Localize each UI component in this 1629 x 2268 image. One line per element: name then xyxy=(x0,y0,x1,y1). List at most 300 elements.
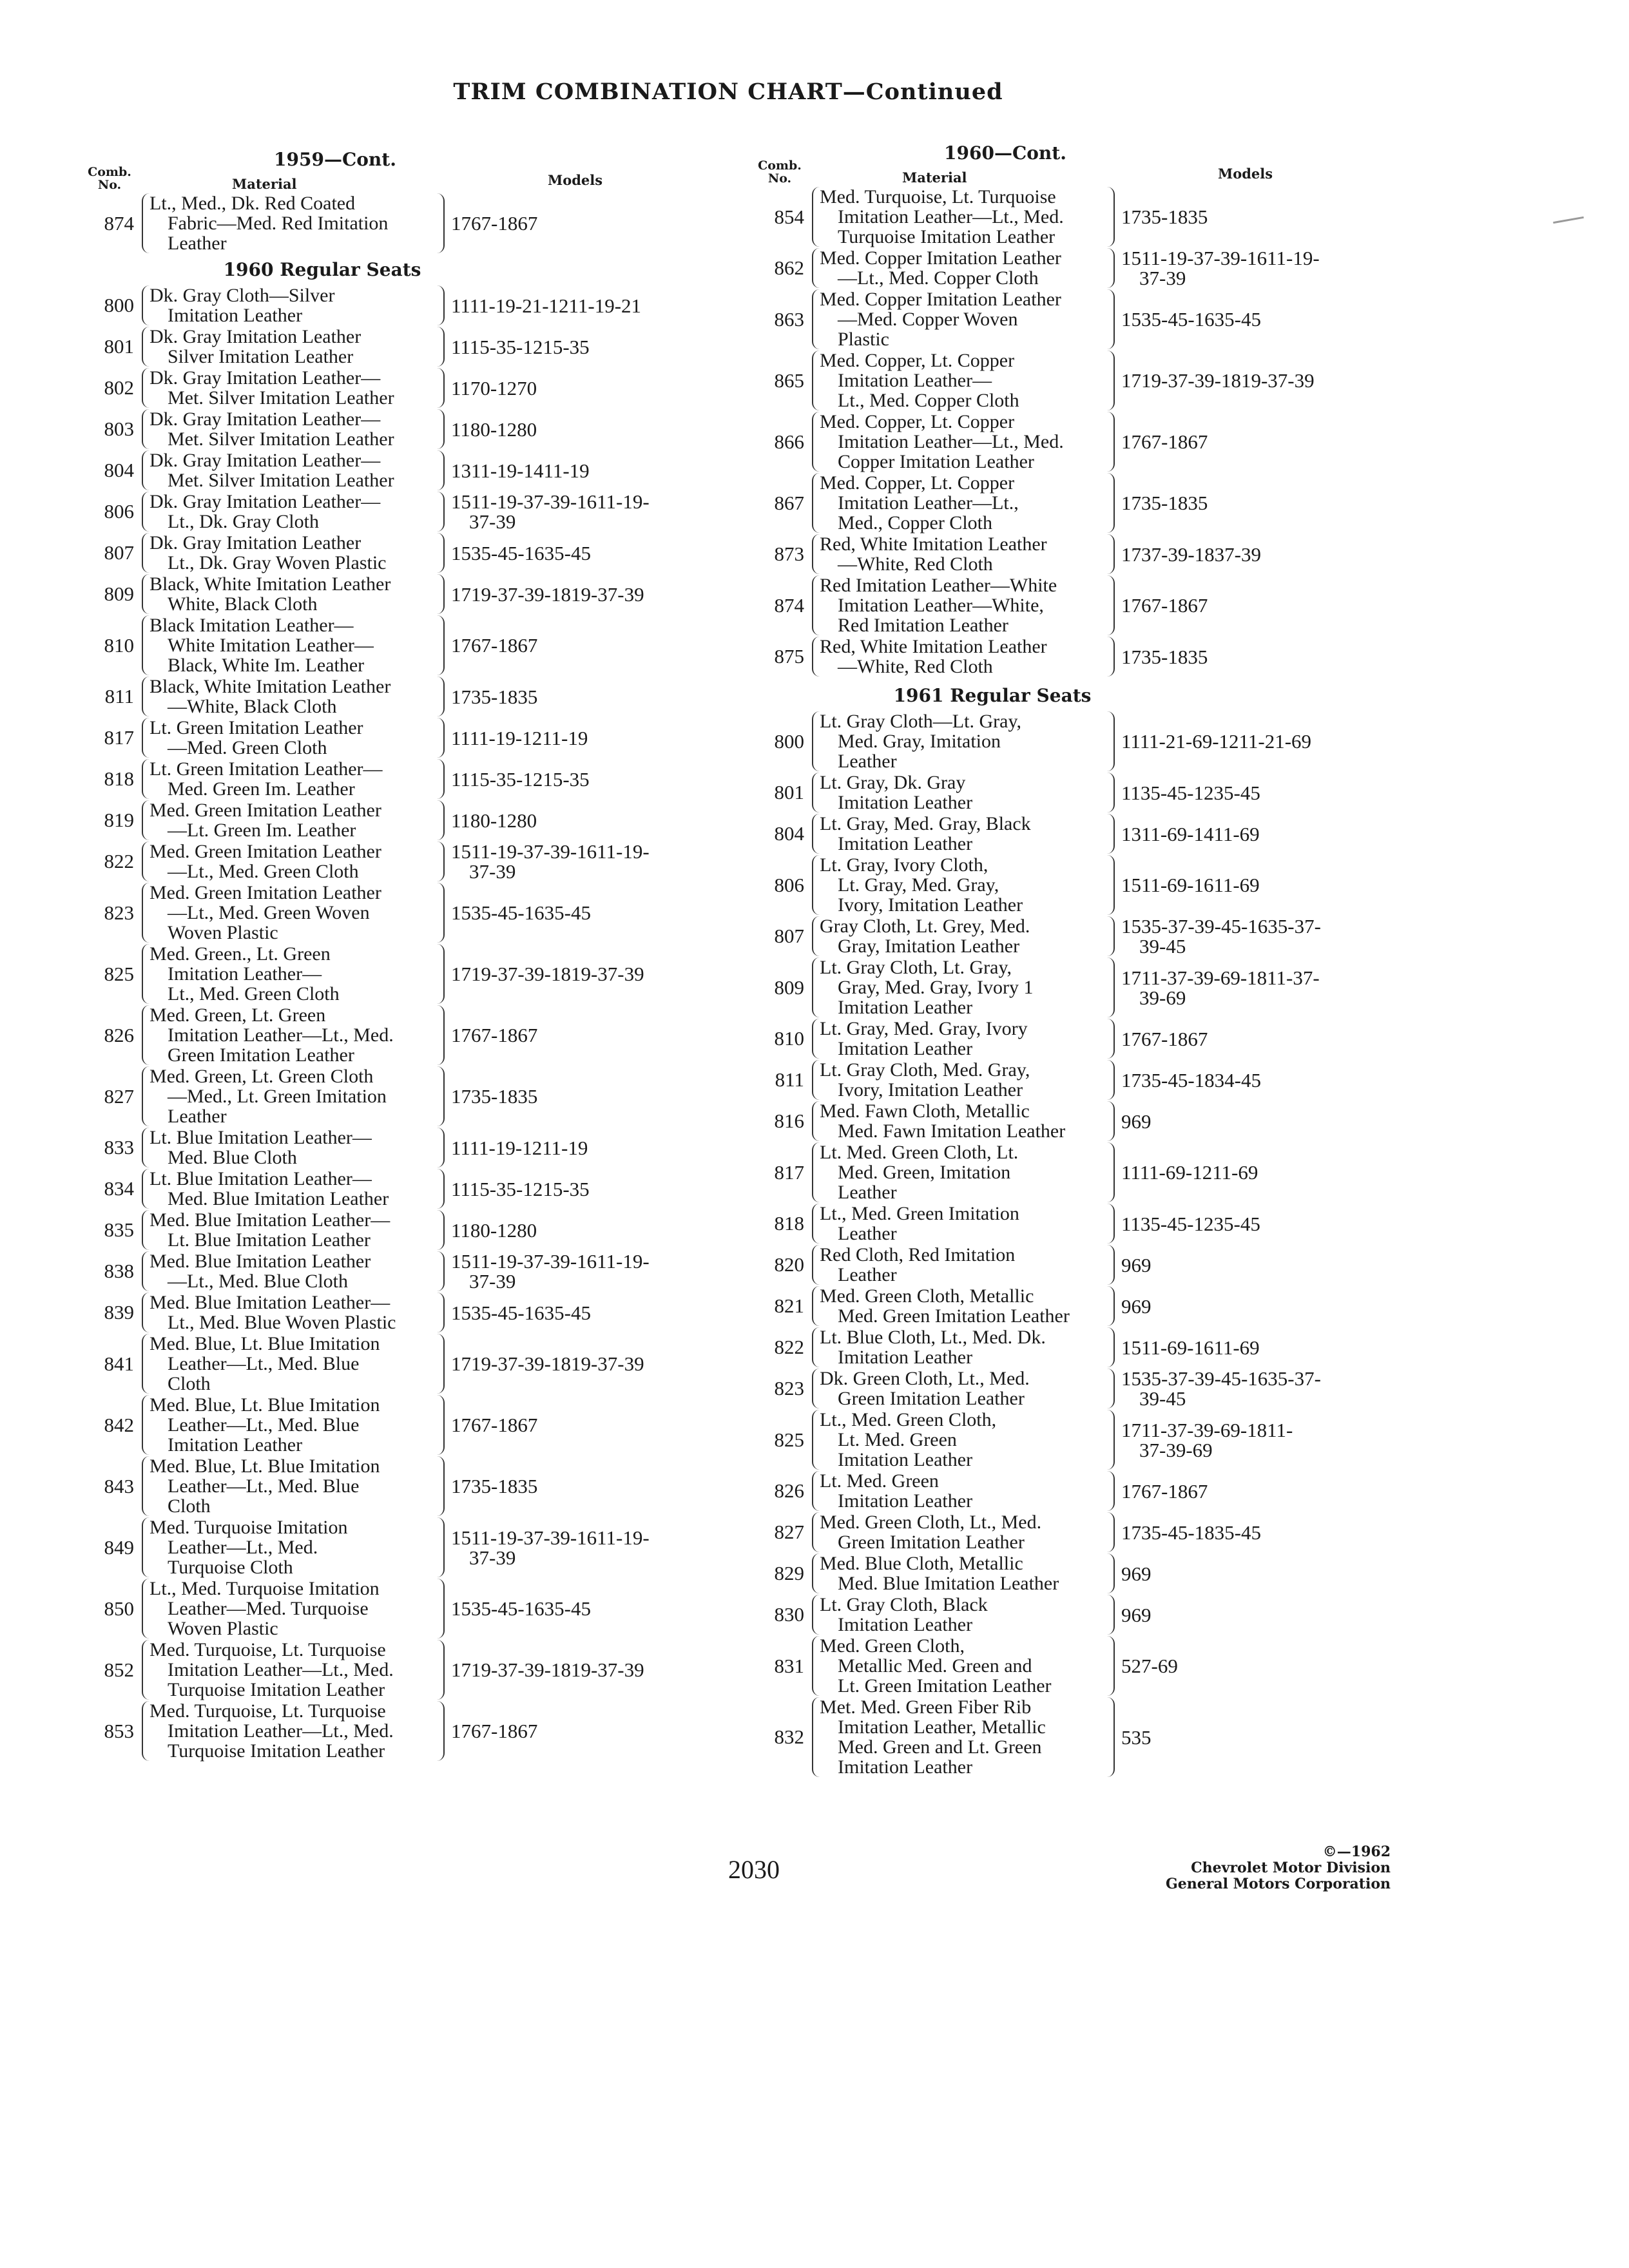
material-cell xyxy=(812,187,1115,247)
table-row xyxy=(747,711,1392,771)
models-cell xyxy=(445,1599,591,1619)
models-line: 37-39 xyxy=(469,1546,516,1569)
material-line: Woven Plastic xyxy=(168,922,278,943)
material-line: Imitation Leather— xyxy=(168,963,322,985)
material-line: Leather xyxy=(168,233,227,254)
material-line: Med. Blue Cloth xyxy=(168,1147,297,1168)
material-line: Imitation Leather xyxy=(838,1756,973,1778)
page-number: 2030 xyxy=(728,1855,780,1884)
table-row xyxy=(747,814,1392,854)
comb-number: 811 xyxy=(775,1068,804,1091)
models-line: 1115-35-1215-35 xyxy=(451,767,590,791)
models-cell xyxy=(445,296,641,316)
material-line: Med. Blue Imitation Leather xyxy=(838,1573,1059,1594)
models-line: 1767-1867 xyxy=(451,212,538,235)
material-line: Med. Fawn Imitation Leather xyxy=(838,1120,1066,1142)
material-cell xyxy=(142,800,445,840)
material-line: Leather—Med. Turquoise xyxy=(168,1598,369,1619)
material-cell xyxy=(142,327,445,367)
material-line: Lt. Blue Imitation Leather xyxy=(168,1229,371,1251)
material-cell xyxy=(142,1640,445,1700)
material-line: Dk. Gray Imitation Leather xyxy=(149,532,361,553)
comb-number: 818 xyxy=(774,1212,804,1235)
comb-no-header: Comb. No. xyxy=(88,165,131,192)
section-title: 1961 Regular Seats xyxy=(893,685,1092,706)
material-line: Imitation Leather xyxy=(838,792,973,813)
table-row xyxy=(747,412,1392,472)
left-rows xyxy=(77,285,722,1761)
models-line: 1767-1867 xyxy=(1121,1479,1208,1503)
material-line: Met. Silver Imitation Leather xyxy=(168,428,394,450)
comb-number: 825 xyxy=(104,962,134,985)
models-cell xyxy=(445,1220,537,1240)
material-line: Med. Copper Imitation Leather xyxy=(820,289,1061,310)
material-line: Silver Imitation Leather xyxy=(168,346,354,367)
material-line: Met. Silver Imitation Leather xyxy=(168,470,394,491)
table-row xyxy=(747,1101,1392,1141)
comb-number: 806 xyxy=(774,873,804,896)
material-line: Dk. Gray Cloth—Silver xyxy=(149,285,335,306)
material-line: Med. Green, Imitation xyxy=(838,1162,1011,1183)
table-row xyxy=(747,534,1392,574)
material-cell xyxy=(812,1512,1115,1552)
material-line: Lt. Med. Green Cloth, Lt. xyxy=(820,1142,1019,1163)
material-cell xyxy=(812,1327,1115,1367)
material-line: Turquoise Imitation Leather xyxy=(168,1679,385,1700)
models-cell xyxy=(445,492,650,532)
models-line: 1735-1835 xyxy=(451,685,538,708)
material-line: Turquoise Cloth xyxy=(168,1557,293,1578)
comb-number: 817 xyxy=(774,1160,804,1184)
models-line: 39-45 xyxy=(1139,1387,1186,1410)
material-cell xyxy=(812,248,1115,288)
material-line: Lt., Med. Green Cloth xyxy=(168,983,340,1004)
material-line: Green Imitation Leather xyxy=(168,1044,354,1066)
models-line: 1535-45-1635-45 xyxy=(451,901,591,924)
models-cell xyxy=(1115,544,1261,564)
material-line: —Lt., Med. Green Woven xyxy=(168,902,370,923)
material-line: Med. Fawn Cloth, Metallic xyxy=(820,1100,1030,1122)
material-cell xyxy=(812,575,1115,635)
table-row xyxy=(77,1293,722,1332)
material-cell xyxy=(142,285,445,325)
table-row xyxy=(747,351,1392,410)
table-row xyxy=(77,1334,722,1394)
models-line: 1535-45-1635-45 xyxy=(451,1597,591,1620)
material-line: Lt. Blue Imitation Leather— xyxy=(149,1168,372,1189)
models-line: 1735-1835 xyxy=(1121,492,1208,514)
models-cell xyxy=(445,1025,537,1045)
models-line: 1719-37-39-1819-37-39 xyxy=(451,963,644,985)
models-cell xyxy=(1115,1029,1208,1049)
comb-number: 874 xyxy=(774,593,804,617)
comb-number: 825 xyxy=(774,1428,804,1451)
comb-number: 839 xyxy=(104,1301,134,1323)
models-line: 1711-37-39-69-1811- xyxy=(1121,1418,1293,1441)
material-cell xyxy=(142,1334,445,1394)
material-line: Lt. Gray Cloth, Lt. Gray, xyxy=(820,957,1012,978)
material-line: White, Black Cloth xyxy=(168,593,318,615)
models-cell xyxy=(1115,1296,1152,1316)
comb-number: 811 xyxy=(104,685,134,707)
material-line: Met. Silver Imitation Leather xyxy=(168,387,394,408)
material-cell xyxy=(142,1293,445,1332)
models-cell xyxy=(445,841,650,881)
comb-number: 826 xyxy=(774,1479,804,1502)
table-row xyxy=(77,841,722,881)
comb-number: 843 xyxy=(104,1474,134,1497)
right-top-rows xyxy=(747,187,1392,677)
material-cell xyxy=(142,841,445,881)
material-line: Black Imitation Leather— xyxy=(149,615,354,636)
comb-number: 865 xyxy=(774,369,804,392)
material-line: Med. Blue, Lt. Blue Imitation xyxy=(149,1333,380,1354)
copyright-year: ©—1962 xyxy=(1322,1843,1391,1860)
comb-number: 818 xyxy=(104,767,134,790)
material-line: Metallic Med. Green and xyxy=(838,1655,1032,1677)
material-line: Med. Blue Imitation Leather— xyxy=(149,1292,390,1313)
material-line: Red, White Imitation Leather xyxy=(820,636,1047,657)
models-cell xyxy=(445,213,537,233)
material-line: Black, White Im. Leather xyxy=(168,655,365,676)
material-line: Med. Green Imitation Leather xyxy=(149,800,381,821)
section-heading: 1960—Cont. xyxy=(944,142,1066,164)
comb-number: 853 xyxy=(104,1719,134,1742)
material-line: Med. Blue, Lt. Blue Imitation xyxy=(149,1394,380,1416)
models-cell xyxy=(445,635,537,655)
material-line: Red Imitation Leather xyxy=(838,615,1008,636)
material-line: Green Imitation Leather xyxy=(838,1388,1025,1409)
table-row xyxy=(747,637,1392,677)
material-line: Dk. Gray Imitation Leather xyxy=(149,326,361,347)
material-line: Dk. Gray Imitation Leather— xyxy=(149,367,381,389)
material-line: Imitation Leather— xyxy=(838,370,992,391)
models-line: 1719-37-39-1819-37-39 xyxy=(451,582,644,606)
models-line: 1511-19-37-39-1611-19- xyxy=(451,840,650,863)
table-row xyxy=(77,574,722,614)
table-row xyxy=(747,187,1392,247)
models-cell xyxy=(445,1303,591,1323)
models-cell xyxy=(1115,1420,1293,1460)
comb-number: 826 xyxy=(104,1023,134,1046)
material-line: —Med., Lt. Green Imitation xyxy=(168,1086,387,1107)
material-cell xyxy=(812,916,1115,956)
models-header: Models xyxy=(1218,166,1273,182)
material-line: Lt. Gray, Dk. Gray xyxy=(820,772,966,793)
models-line: 1535-45-1635-45 xyxy=(451,1301,591,1324)
material-cell xyxy=(812,412,1115,472)
comb-number: 831 xyxy=(774,1654,804,1677)
table-row xyxy=(747,473,1392,533)
models-cell xyxy=(445,419,537,439)
comb-number: 867 xyxy=(774,491,804,514)
models-cell xyxy=(445,461,590,481)
table-row xyxy=(77,1169,722,1209)
table-row xyxy=(747,1142,1392,1202)
models-line: 1511-19-37-39-1611-19- xyxy=(1121,247,1320,269)
models-cell xyxy=(1115,1338,1260,1358)
material-line: Med. Green and Lt. Green xyxy=(838,1736,1042,1758)
table-row xyxy=(747,1512,1392,1552)
material-line: Imitation Leather xyxy=(838,833,973,854)
models-cell xyxy=(1115,1481,1208,1501)
table-row xyxy=(747,248,1392,288)
models-cell xyxy=(445,543,591,563)
scan-mark xyxy=(1553,216,1584,224)
models-cell xyxy=(1115,248,1320,288)
material-line: Med. Blue Imitation Leather xyxy=(168,1188,389,1209)
models-cell xyxy=(445,584,644,604)
models-cell xyxy=(445,1354,644,1374)
material-line: Imitation Leather xyxy=(168,1434,303,1456)
models-cell xyxy=(1115,1070,1261,1090)
material-line: Lt. Med. Green xyxy=(820,1470,939,1492)
table-row xyxy=(77,327,722,367)
models-line: 1735-45-1835-45 xyxy=(1121,1521,1261,1544)
material-line: Met. Med. Green Fiber Rib xyxy=(820,1696,1032,1718)
models-line: 1115-35-1215-35 xyxy=(451,1177,590,1200)
material-cell xyxy=(142,944,445,1004)
comb-number: 841 xyxy=(104,1352,134,1375)
table-row xyxy=(77,492,722,532)
models-line: 1111-19-1211-19 xyxy=(451,726,588,749)
models-line: 1735-1835 xyxy=(1121,206,1208,228)
material-line: Lt. Gray, Med. Gray, Ivory xyxy=(820,1018,1028,1039)
material-cell xyxy=(812,1636,1115,1696)
material-line: Imitation Leather xyxy=(838,1490,973,1512)
models-cell xyxy=(1115,1111,1152,1131)
material-line: Med. Blue, Lt. Blue Imitation xyxy=(149,1456,380,1477)
material-line: Lt., Med. Blue Woven Plastic xyxy=(168,1312,396,1333)
models-cell xyxy=(1115,493,1208,513)
comb-number: 817 xyxy=(104,726,134,749)
models-line: 1115-35-1215-35 xyxy=(451,335,590,358)
models-cell xyxy=(445,378,537,398)
material-line: Med. Green., Lt. Green xyxy=(149,943,331,965)
models-cell xyxy=(1115,1605,1152,1625)
comb-number: 854 xyxy=(774,205,804,228)
right-column xyxy=(747,139,1392,1778)
material-cell xyxy=(142,574,445,614)
copyright-block xyxy=(1166,1844,1391,1892)
models-cell xyxy=(1115,207,1208,227)
models-line: 1511-19-37-39-1611-19- xyxy=(451,490,650,513)
table-row xyxy=(77,1210,722,1250)
material-line: Lt. Gray Cloth, Med. Gray, xyxy=(820,1059,1030,1081)
table-row xyxy=(77,1701,722,1761)
material-line: Dk. Gray Imitation Leather— xyxy=(149,491,381,512)
comb-number: 873 xyxy=(774,543,804,565)
material-line: Lt., Med. Green Imitation xyxy=(820,1203,1019,1224)
material-cell xyxy=(142,883,445,943)
material-cell xyxy=(142,450,445,490)
material-cell xyxy=(812,1019,1115,1059)
comb-number: 835 xyxy=(104,1218,134,1241)
models-line: 1111-69-1211-69 xyxy=(1121,1161,1258,1184)
material-line: Leather—Lt., Med. Blue xyxy=(168,1475,360,1497)
models-line: 1719-37-39-1819-37-39 xyxy=(451,1352,644,1375)
material-line: Lt. Gray, Med. Gray, xyxy=(838,874,999,896)
models-line: 969 xyxy=(1121,1110,1152,1133)
material-line: Dk. Green Cloth, Lt., Med. xyxy=(820,1368,1030,1389)
models-cell xyxy=(1115,875,1260,895)
material-cell xyxy=(812,1060,1115,1100)
material-line: Imitation Leather xyxy=(838,997,973,1018)
models-cell xyxy=(1115,1162,1258,1182)
material-line: Lt., Med., Dk. Red Coated xyxy=(149,193,356,214)
table-row xyxy=(747,1697,1392,1777)
section-title: 1960 Regular Seats xyxy=(223,259,421,280)
table-row xyxy=(747,289,1392,349)
models-line: 1767-1867 xyxy=(451,1024,538,1046)
comb-number: 820 xyxy=(774,1253,804,1276)
material-line: Med. Turquoise, Lt. Turquoise xyxy=(820,186,1056,207)
comb-number: 850 xyxy=(104,1597,134,1620)
material-line: Med. Green, Lt. Green xyxy=(149,1004,326,1026)
models-cell xyxy=(445,903,591,923)
table-row xyxy=(77,533,722,573)
models-line: 1535-45-1635-45 xyxy=(451,541,591,564)
comb-number: 803 xyxy=(104,418,134,440)
page-title: TRIM COMBINATION CHART—Continued xyxy=(453,79,1003,105)
comb-number: 838 xyxy=(104,1260,134,1282)
material-cell xyxy=(142,1579,445,1639)
material-line: —Med. Green Cloth xyxy=(168,737,327,758)
material-line: Dk. Gray Imitation Leather— xyxy=(149,450,381,471)
material-line: Dk. Gray Imitation Leather— xyxy=(149,408,381,430)
models-cell xyxy=(1115,1369,1321,1408)
table-row xyxy=(747,1060,1392,1100)
table-row xyxy=(77,1066,722,1126)
material-cell xyxy=(142,1005,445,1065)
table-row xyxy=(77,368,722,408)
material-line: Black, White Imitation Leather xyxy=(149,573,391,595)
models-cell xyxy=(445,1415,537,1435)
material-line: Imitation Leather—Lt., xyxy=(838,492,1019,514)
material-line: Med. Copper, Lt. Copper xyxy=(820,350,1015,371)
division-name: Chevrolet Motor Division xyxy=(1191,1860,1391,1876)
material-cell xyxy=(812,957,1115,1017)
models-line: 1535-37-39-45-1635-37- xyxy=(1121,1367,1321,1390)
material-line: Leather—Lt., Med. xyxy=(168,1537,318,1558)
material-line: Imitation Leather—Lt., Med. xyxy=(168,1659,394,1680)
material-cell xyxy=(142,368,445,408)
models-cell xyxy=(445,1138,588,1158)
material-line: Imitation Leather—Lt., Med. xyxy=(838,206,1064,227)
models-cell xyxy=(1115,916,1321,956)
models-cell xyxy=(445,1660,644,1680)
table-row xyxy=(747,1286,1392,1326)
material-line: —Med. Copper Woven xyxy=(838,309,1018,330)
material-line: Leather xyxy=(838,751,897,772)
right-column-header xyxy=(747,139,1392,187)
material-line: Ivory, Imitation Leather xyxy=(838,894,1023,916)
models-line: 1135-45-1235-45 xyxy=(1121,781,1260,804)
comb-number: 819 xyxy=(104,809,134,831)
material-cell xyxy=(142,677,445,716)
comb-number: 822 xyxy=(774,1336,804,1358)
models-line: 969 xyxy=(1121,1603,1152,1626)
comb-number: 800 xyxy=(774,729,804,753)
table-row xyxy=(747,1327,1392,1367)
material-line: Imitation Leather, Metallic xyxy=(838,1716,1046,1738)
material-line: —White, Black Cloth xyxy=(168,696,337,717)
models-line: 1535-45-1635-45 xyxy=(1121,308,1261,331)
table-row xyxy=(77,285,722,325)
material-line: Gray, Med. Gray, Ivory 1 xyxy=(838,977,1034,998)
material-line: Plastic xyxy=(838,329,889,350)
models-line: 37-39 xyxy=(469,1270,516,1293)
comb-number: 806 xyxy=(104,500,134,523)
material-line: Med. Copper, Lt. Copper xyxy=(820,411,1015,432)
material-line: Turquoise Imitation Leather xyxy=(168,1740,385,1762)
material-cell xyxy=(812,814,1115,854)
models-line: 37-39 xyxy=(1139,267,1186,289)
material-cell xyxy=(812,1142,1115,1202)
comb-number: 874 xyxy=(104,211,134,235)
models-cell xyxy=(1115,1523,1261,1542)
material-cell xyxy=(142,1210,445,1250)
comb-number: 800 xyxy=(104,294,134,316)
material-line: Med. Blue Imitation Leather xyxy=(149,1251,371,1272)
models-line: 1311-69-1411-69 xyxy=(1121,822,1260,845)
models-line: 1111-19-21-1211-19-21 xyxy=(451,294,642,317)
material-header: Material xyxy=(902,169,967,186)
material-line: Med. Blue Imitation Leather— xyxy=(149,1209,390,1231)
comb-number: 849 xyxy=(104,1535,134,1559)
material-cell xyxy=(812,473,1115,533)
models-cell xyxy=(1115,968,1320,1008)
material-line: Med. Green Im. Leather xyxy=(168,778,355,800)
material-cell xyxy=(142,1169,445,1209)
comb-number: 862 xyxy=(774,256,804,279)
table-row xyxy=(77,450,722,490)
material-line: Med. Green Cloth, xyxy=(820,1635,965,1657)
models-line: 1180-1280 xyxy=(451,1218,537,1242)
material-line: Lt., Dk. Gray Woven Plastic xyxy=(168,552,387,573)
table-row xyxy=(747,575,1392,635)
material-line: Med. Copper Imitation Leather xyxy=(820,247,1061,269)
table-row xyxy=(747,957,1392,1017)
material-line: Leather—Lt., Med. Blue xyxy=(168,1353,360,1374)
material-cell xyxy=(812,1410,1115,1470)
models-cell xyxy=(1115,731,1311,751)
models-line: 1711-37-39-69-1811-37- xyxy=(1121,966,1320,989)
table-row xyxy=(747,1369,1392,1408)
material-line: Lt., Med. Green Cloth, xyxy=(820,1409,997,1430)
material-line: —Lt., Med. Green Cloth xyxy=(168,861,359,882)
models-line: 1767-1867 xyxy=(1121,1027,1208,1050)
material-line: Gray Cloth, Lt. Grey, Med. xyxy=(820,916,1030,937)
material-line: Lt. Blue Cloth, Lt., Med. Dk. xyxy=(820,1327,1046,1348)
material-line: Lt. Gray, Med. Gray, Black xyxy=(820,813,1031,834)
models-line: 1767-1867 xyxy=(451,634,538,657)
left-column-header xyxy=(77,145,722,193)
material-line: Leather xyxy=(838,1223,897,1244)
material-line: Lt., Dk. Gray Cloth xyxy=(168,511,319,532)
comb-no-header: Comb. No. xyxy=(758,159,802,186)
models-cell xyxy=(445,728,588,748)
material-line: Gray, Imitation Leather xyxy=(838,936,1020,957)
material-line: Lt., Med. Copper Cloth xyxy=(838,390,1019,411)
material-line: Imitation Leather xyxy=(168,305,303,326)
comb-number: 804 xyxy=(104,459,134,481)
material-cell xyxy=(142,533,445,573)
material-line: Lt. Gray Cloth, Black xyxy=(820,1594,988,1615)
material-cell xyxy=(812,1286,1115,1326)
models-line: 39-45 xyxy=(1139,935,1186,957)
material-line: Red Cloth, Red Imitation xyxy=(820,1244,1016,1265)
